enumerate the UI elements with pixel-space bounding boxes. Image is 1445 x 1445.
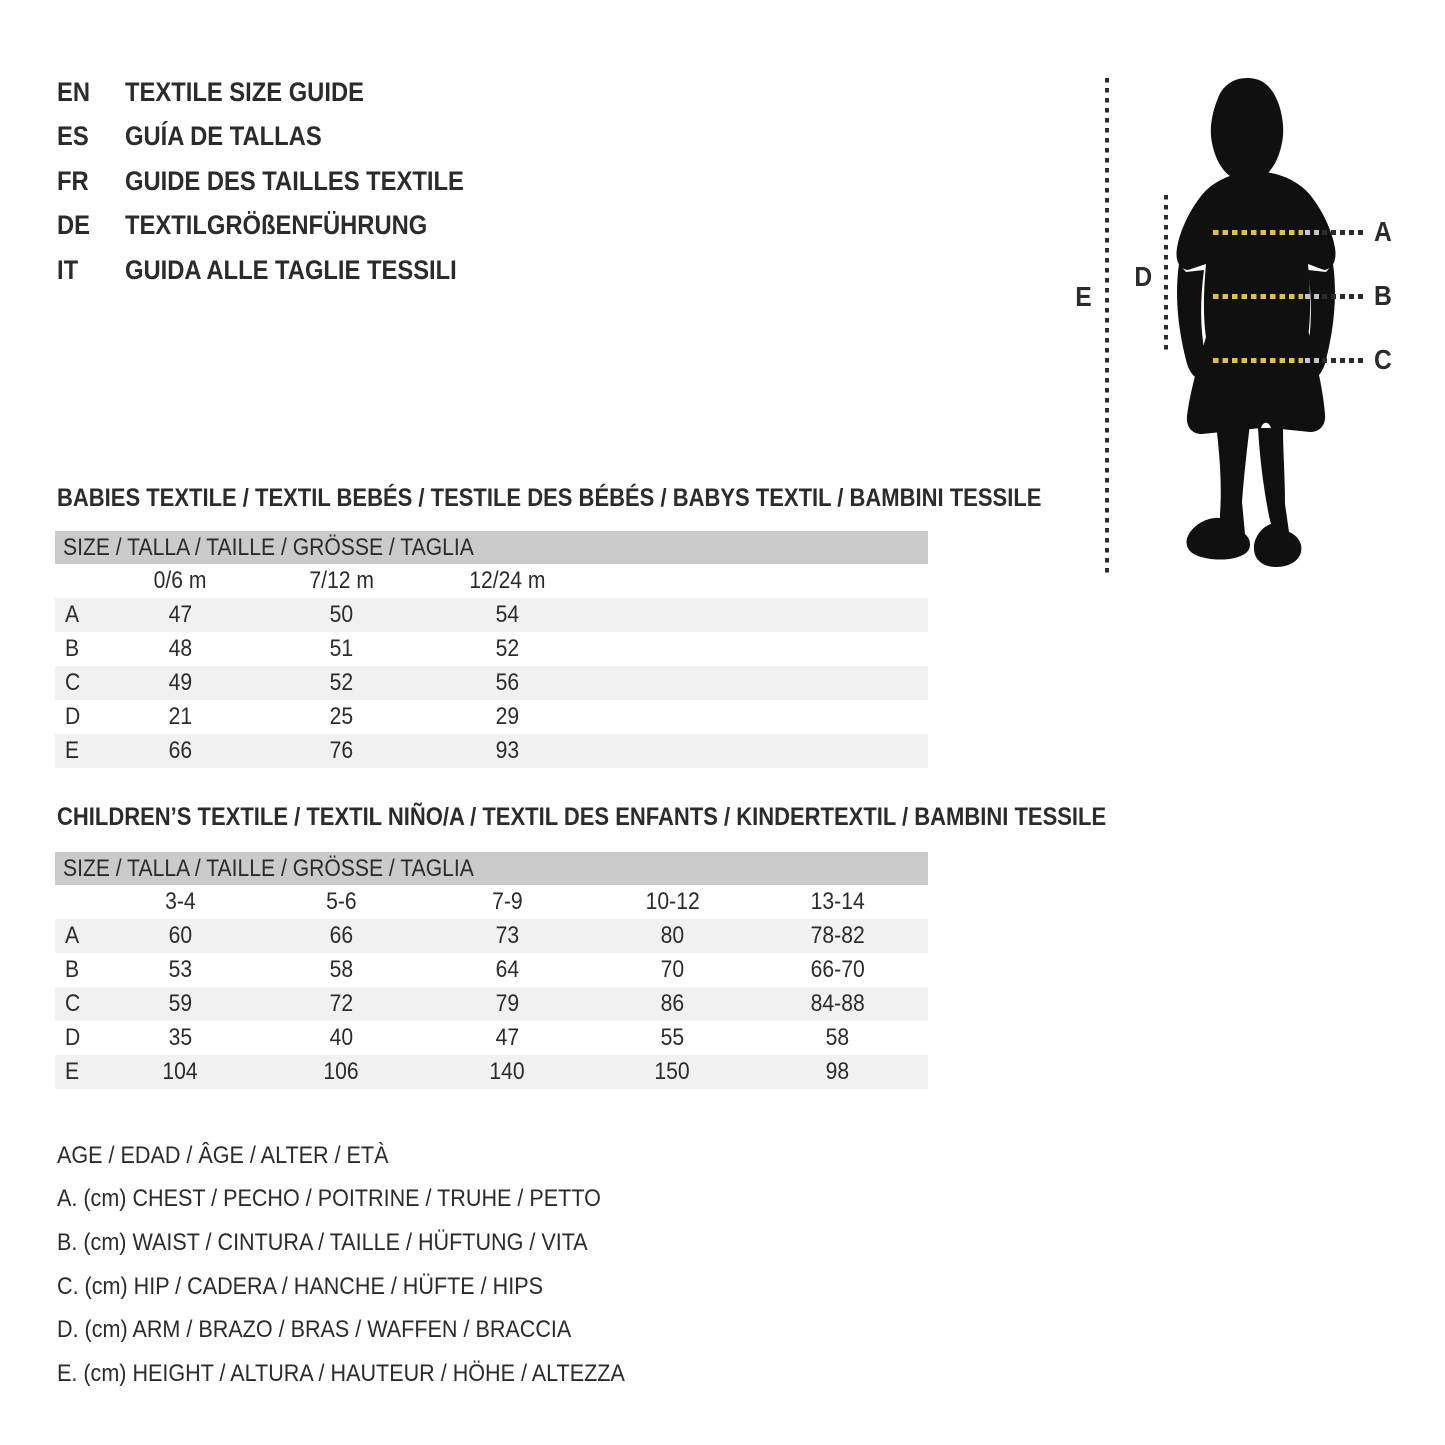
column-header: 3-4 — [165, 888, 196, 915]
language-code: EN — [57, 76, 91, 107]
guide-title-en: TEXTILE SIZE GUIDE — [125, 76, 364, 107]
guide-title-es: GUÍA DE TALLAS — [125, 121, 322, 152]
language-row-it — [57, 248, 510, 293]
waist-label: B — [1374, 280, 1392, 311]
row-label: B — [65, 635, 80, 662]
row-label: C — [65, 990, 81, 1017]
hip-label: C — [1374, 344, 1392, 375]
row-label: B — [65, 956, 80, 983]
table-row: B 48 51 52 — [65, 635, 520, 662]
chest-line-yellow — [1213, 230, 1303, 235]
children-size-bar: SIZE / TALLA / TAILLE / GRÖSSE / TAGLIA — [55, 852, 928, 885]
table-row: A 60 66 73 80 78-82 — [55, 919, 928, 953]
legend-line-arm: D. (cm) ARM / BRAZO / BRAS / WAFFEN / BRACCIA — [57, 1316, 572, 1344]
table-row: E 104 106 140 150 98 — [55, 1055, 928, 1089]
row-label: E — [65, 1058, 80, 1085]
children-size-table — [55, 852, 928, 1089]
height-label: E — [1075, 281, 1092, 312]
column-header: 7-9 — [492, 888, 523, 915]
measurement-legend — [57, 1134, 702, 1396]
hip-line-yellow — [1213, 358, 1303, 363]
row-label: D — [65, 1024, 81, 1051]
language-row-en — [57, 70, 510, 115]
guide-title-fr: GUIDE DES TAILLES TEXTILE — [125, 165, 464, 196]
language-code: FR — [57, 165, 89, 196]
legend-line-chest: A. (cm) CHEST / PECHO / POITRINE / TRUHE / PETTO — [57, 1185, 601, 1213]
language-title-list — [57, 70, 510, 293]
table-row: E 66 76 93 — [55, 734, 928, 768]
language-row-fr — [57, 159, 510, 204]
child-silhouette — [1170, 72, 1342, 572]
column-header: 13-14 — [810, 888, 865, 915]
language-code: DE — [57, 210, 91, 241]
babies-size-bar: SIZE / TALLA / TAILLE / GRÖSSE / TAGLIA — [55, 531, 928, 564]
legend-line-age: AGE / EDAD / ÂGE / ALTER / ETÀ — [57, 1141, 389, 1169]
children-section-title: CHILDREN’S TEXTILE / TEXTIL NIÑO/A / TEXTIL DES ENFANTS / KINDERTEXTIL / BAMBINI TESSILE — [57, 803, 1107, 831]
table-row: D 21 25 29 — [65, 703, 520, 730]
row-label: A — [65, 601, 80, 628]
chest-label: A — [1374, 216, 1392, 247]
row-label: A — [65, 922, 80, 949]
legend-line-hip: C. (cm) HIP / CADERA / HANCHE / HÜFTE / HIPS — [57, 1272, 543, 1300]
guide-title-de: TEXTILGRÖßENFÜHRUNG — [125, 210, 428, 241]
language-row-de — [57, 204, 510, 249]
table-row: D 35 40 47 55 58 — [65, 1024, 850, 1051]
table-row: C 59 72 79 86 84-88 — [55, 987, 928, 1021]
arm-label: D — [1134, 261, 1152, 292]
arm-measure-line — [1164, 195, 1168, 350]
babies-section-title: BABIES TEXTILE / TEXTIL BEBÉS / TESTILE DES BÉBÉS / BABYS TEXTIL / BAMBINI TESSILE — [57, 484, 1042, 512]
row-label: D — [65, 703, 81, 730]
hip-line-black — [1322, 358, 1364, 363]
babies-size-table — [55, 531, 928, 768]
column-header: 5-6 — [326, 888, 357, 915]
language-code: ES — [57, 121, 89, 152]
guide-title-it: GUIDA ALLE TAGLIE TESSILI — [125, 254, 457, 285]
table-row: A 47 50 54 — [55, 598, 928, 632]
table-row: B 53 58 64 70 66-70 — [65, 956, 865, 983]
hip-line-fade — [1305, 358, 1320, 363]
language-row-es — [57, 115, 510, 160]
waist-line-black — [1322, 294, 1364, 299]
waist-line-yellow — [1213, 294, 1303, 299]
chest-line-black — [1322, 230, 1364, 235]
column-header: 7/12 m — [309, 567, 374, 594]
column-header: 12/24 m — [469, 567, 546, 594]
row-label: C — [65, 669, 81, 696]
legend-line-waist: B. (cm) WAIST / CINTURA / TAILLE / HÜFTUNG / VITA — [57, 1228, 588, 1256]
language-code: IT — [57, 254, 79, 285]
children-column-headers — [55, 885, 928, 919]
table-row: C 49 52 56 — [55, 666, 928, 700]
row-label: E — [65, 737, 80, 764]
legend-line-height: E. (cm) HEIGHT / ALTURA / HAUTEUR / HÖHE / ALTEZZA — [57, 1359, 625, 1387]
waist-line-fade — [1305, 294, 1320, 299]
column-header: 10-12 — [645, 888, 700, 915]
babies-column-headers — [55, 564, 928, 598]
column-header: 0/6 m — [154, 567, 207, 594]
chest-line-fade — [1305, 230, 1320, 235]
